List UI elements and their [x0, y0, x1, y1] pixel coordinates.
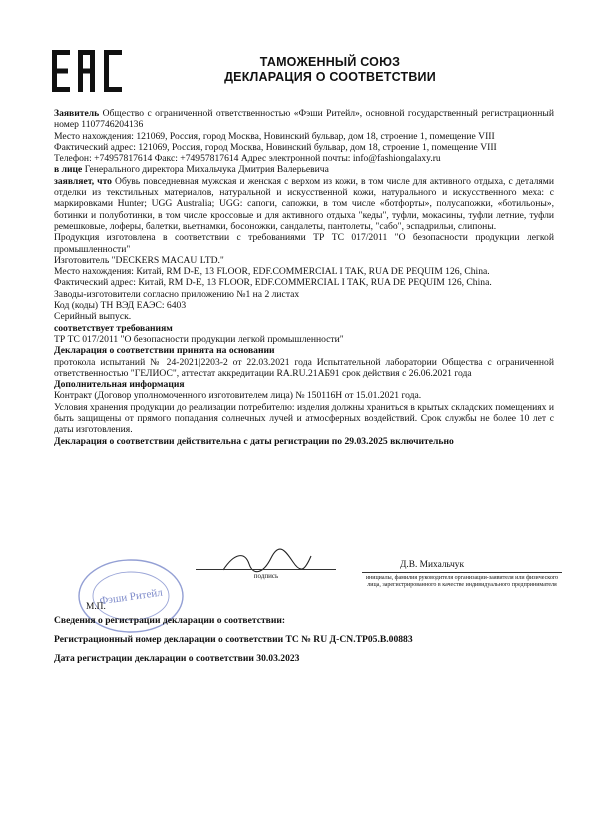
- person-label: в лице: [54, 164, 83, 176]
- additional-contract: Контракт (Договор уполномоченного изготовителем лица) № 150116Н от 15.01.2021 года.: [54, 390, 422, 402]
- produced-text: Продукция изготовлена в соответствии с требованиями ТР ТС 017/2011 "О безопасности продукции легкой промышленности": [54, 232, 554, 255]
- conformity-label: соответствует требованиям: [54, 322, 173, 334]
- signatory-line: [362, 572, 562, 573]
- applicant-label: Заявитель: [54, 108, 100, 119]
- declares-block: [54, 176, 554, 232]
- declaration-title: ДЕКЛАРАЦИЯ О СООТВЕТСТВИИ: [224, 70, 436, 84]
- conformity-text: ТР ТС 017/2011 "О безопасности продукции легкой промышленности": [54, 333, 344, 345]
- additional-storage: Условия хранения продукции до реализации потребителю: изделия должны храниться в крытых складских помещениях и быть защищены от прямого попадания солнечных лучей и атмосферных воздействий. Срок службы не более 10 лет с даты изготовления.: [54, 401, 554, 436]
- manufacturer-name: Изготовитель "DECKERS MACAU LTD.": [54, 254, 224, 266]
- signatory-caption: инициалы, фамилия руководителя организации-заявителя или физического лица, зарегистрированного в качестве индивидуального предпринимателя: [365, 575, 559, 588]
- signature-caption: подпись: [253, 572, 279, 580]
- manufacturer-code: Код (коды) ТН ВЭД ЕАЭС: 6403: [54, 300, 187, 312]
- signatory-name: Д.В. Михальчук: [400, 560, 465, 570]
- declares-text: Обувь повседневная мужская и женская с верхом из кожи, в том числе для активного отдыха, с деталями отделки из текстильных материалов, натуральной и искусственной кожи, натурального и искусственного меха: с маркировками Hunter; UGG Australia; UGG: сапоги, сапожки, в том числе «ботфорты», полусапожки, «ботильоны», ботинки и полуботинки, в том числе кроссовые и для активного отдыха "кеды", туфли, мокасины, туфли летние, туфли ремешковые, лоферы, балетки, вьетнамки, босоножки, сандалеты, пантолеты, "сабо", эспадрильи, слипоны.: [54, 175, 554, 232]
- applicant-person: [54, 164, 554, 175]
- applicant-text: Общество с ограниченной ответственностью «Фэши Ритейл», основной государственный регистрационный номер 1107746204136: [54, 108, 554, 131]
- eac-logo-icon: [52, 50, 122, 92]
- declares-label: заявляет, что: [54, 175, 112, 187]
- declaration-body: [54, 108, 554, 447]
- manufacturer-plants: Заводы-изготовители согласно приложению №1 на 2 листах: [54, 288, 300, 300]
- registration-date: Дата регистрации декларации о соответствии 30.03.2023: [54, 653, 300, 664]
- basis-label: Декларация о соответствии принята на основании: [54, 345, 275, 357]
- manufacturer-location: Место нахождения: Китай, RM D-E, 13 FLOOR, EDF.COMMERCIAL I TAK, RUA DE PEQUIM 126, China.: [54, 266, 490, 278]
- document-header: [160, 55, 500, 85]
- stamp-place-label: М.П.: [86, 602, 106, 612]
- applicant-block: [54, 108, 554, 131]
- applicant-location: Место нахождения: 121069, Россия, город Москва, Новинский бульвар, дом 18, строение 1, помещение VIII: [54, 130, 495, 142]
- registration-number: Регистрационный номер декларации о соответствии ТС № RU Д-CN.ТР05.В.00883: [54, 634, 413, 645]
- svg-text:Фэши Ритейл: Фэши Ритейл: [98, 586, 164, 608]
- registration-info-label: Сведения о регистрации декларации о соответствии:: [54, 615, 286, 626]
- person-text: Генерального директора Михальчука Дмитрия Валерьевича: [84, 164, 329, 176]
- manufacturer-actual-address: Фактический адрес: Китай, RM D-E, 13 FLOOR, EDF.COMMERCIAL I TAK, RUA DE PEQUIM 126, China.: [54, 277, 492, 289]
- signature-line: [196, 569, 336, 570]
- validity-text: Декларация о соответствии действительна с даты регистрации по 29.03.2025 включительно: [54, 435, 454, 447]
- customs-union-title: ТАМОЖЕННЫЙ СОЮЗ: [259, 55, 401, 69]
- manufacturer-batch: Серийный выпуск.: [54, 311, 132, 323]
- registration-block: [54, 614, 554, 671]
- applicant-contacts: Телефон: +74957817614 Факс: +74957817614 Адрес электронной почты: info@fashiongalaxy.ru: [54, 153, 441, 165]
- additional-label: Дополнительная информация: [54, 379, 185, 391]
- basis-text: протокола испытаний № 24-2021|2203-2 от 22.03.2021 года Испытательной лаборатории Общества с ограниченной ответственностью "ГЕЛИОС", аттестат аккредитации RA.RU.21АБ91 срок действия с 26.06.2021 года: [54, 356, 554, 379]
- applicant-actual-address: Фактический адрес: 121069, Россия, город Москва, Новинский бульвар, дом 18, строение 1, помещение VIII: [54, 141, 497, 153]
